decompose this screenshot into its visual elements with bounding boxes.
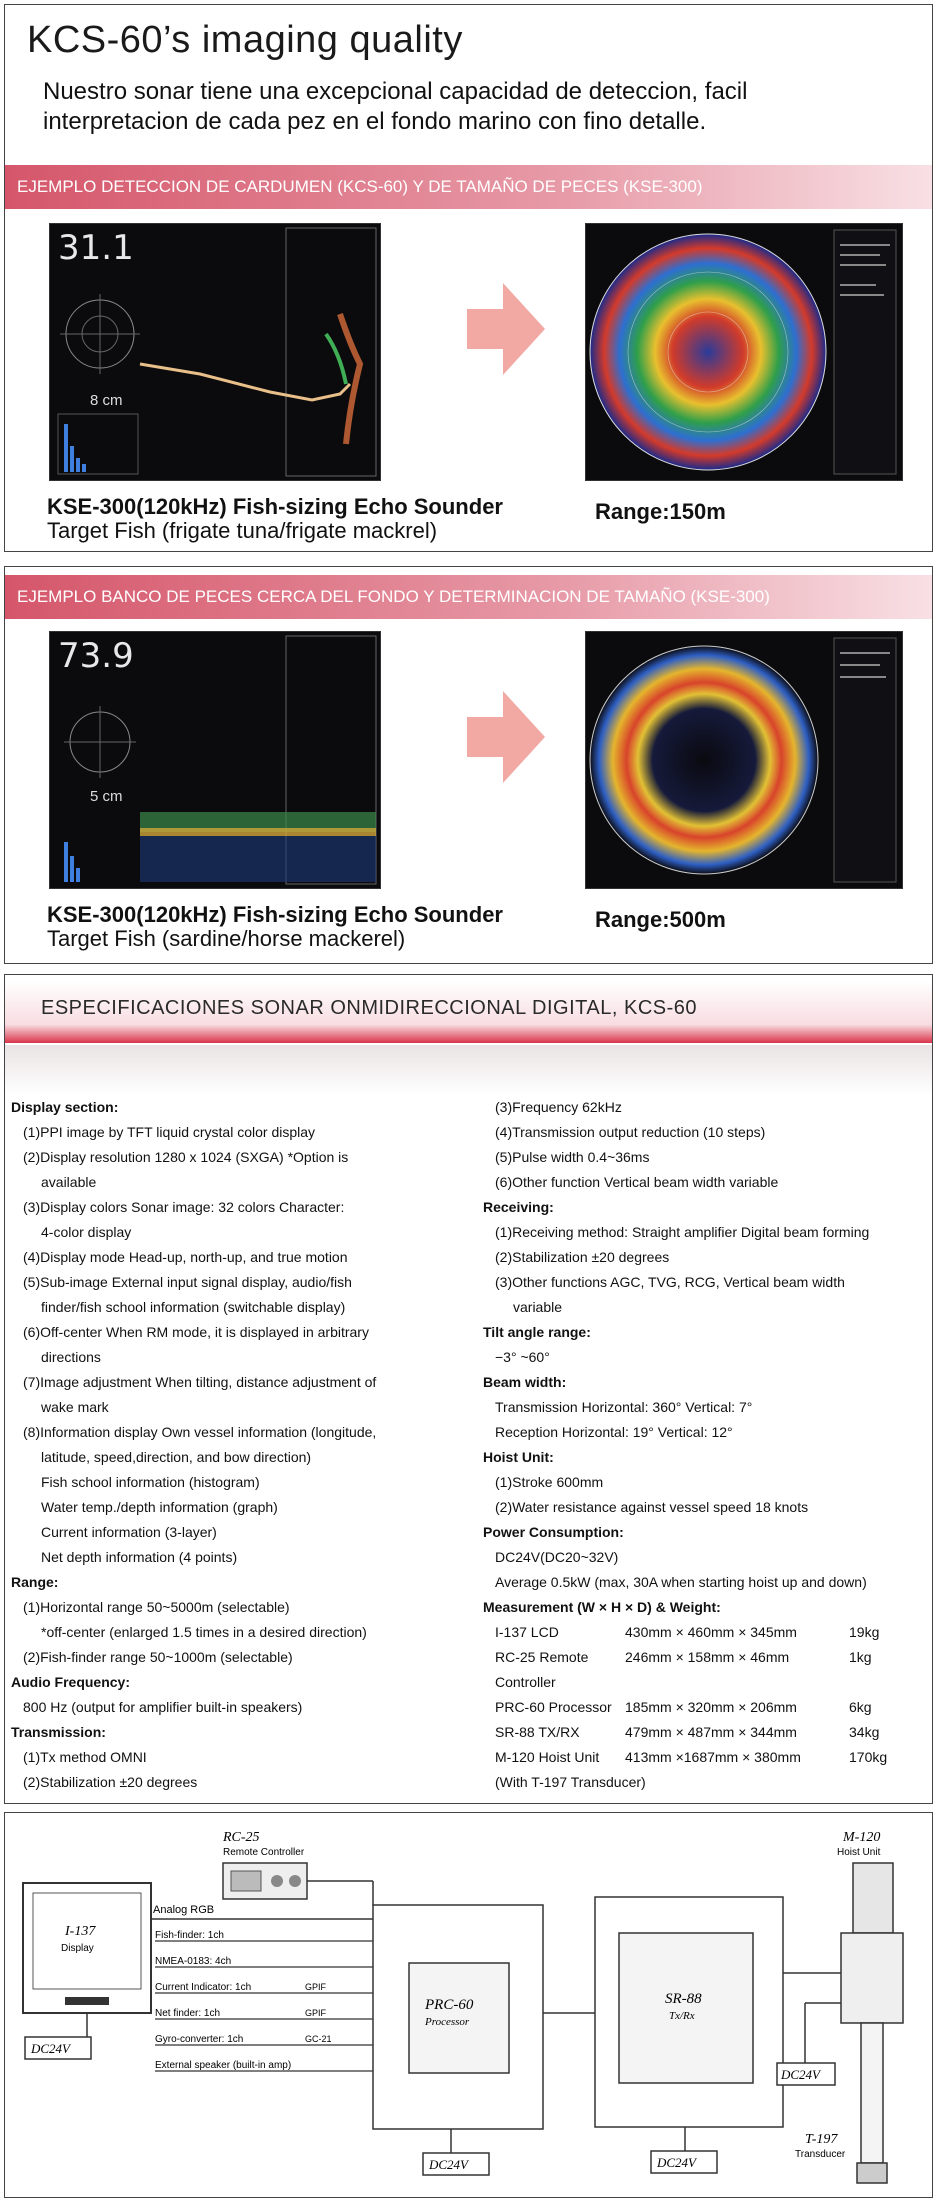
measurement-weight: 1kg [849, 1649, 872, 1665]
left-line-21: *off-center (enlarged 1.5 times in a desired direction) [41, 1624, 367, 1640]
system-diagram-panel [4, 1812, 933, 2198]
left-line-13: (8)Information display Own vessel information (longitude, [23, 1424, 377, 1440]
left-line-24: 800 Hz (output for amplifier built-in speakers) [23, 1699, 303, 1715]
measurement-name: RC-25 Remote Controller [495, 1649, 589, 1690]
measurement-header: Measurement (W × H × D) & Weight: [483, 1599, 721, 1615]
processor-sub: Processor [425, 2016, 470, 2028]
specs-shade [5, 1045, 932, 1095]
left-line-9: (6)Off-center When RM mode, it is displayed in arbitrary [23, 1324, 369, 1340]
power-label-hoist: DC24V [781, 2067, 820, 2082]
display-screen [33, 1893, 141, 1989]
left-line-17: Current information (3-layer) [41, 1524, 217, 1540]
right-line-7: (3)Other functions AGC, TVG, RCG, Vertical beam width [495, 1274, 845, 1290]
input-label: Gyro-converter: 1ch [155, 2034, 244, 2045]
left-line-12: wake mark [41, 1399, 109, 1415]
left-line-3: available [41, 1174, 97, 1190]
sonar-ppi-1 [586, 224, 902, 480]
echo-sounder-screen-2 [49, 631, 381, 889]
left-line-11: (7)Image adjustment When tilting, distance adjustment of [23, 1374, 377, 1390]
measurement-weight: 170kg [849, 1749, 888, 1765]
specs-right-items [483, 1095, 929, 1595]
example1-panel [4, 4, 933, 552]
left-line-7: (5)Sub-image External input signal display, audio/fish [23, 1274, 352, 1290]
caption-2 [47, 903, 503, 951]
power-label-processor: DC24V [429, 2157, 468, 2172]
measurement-row [483, 1695, 929, 1720]
processor-name: PRC-60 [425, 1997, 474, 2013]
left-line-18: Net depth information (4 points) [41, 1549, 238, 1565]
input-tag: GC-21 [305, 2034, 332, 2044]
input-label: Net finder: 1ch [155, 2008, 221, 2019]
right-line-1: (4)Transmission output reduction (10 steps) [495, 1124, 766, 1140]
example2-bar: EJEMPLO BANCO DE PECES CERCA DEL FONDO Y DETERMINACION DE TAMAÑO (KSE-300) [5, 575, 932, 619]
measurement-row [483, 1620, 929, 1645]
sonar-ppi-2 [586, 632, 902, 888]
left-line-1: (1)PPI image by TFT liquid crystal color display [23, 1124, 316, 1140]
intro-line-1: Nuestro sonar tiene una excepcional capacidad de deteccion, facil [43, 78, 748, 105]
arrow-right-icon [503, 691, 545, 783]
measurement-dims: 479mm × 487mm × 344mm [625, 1724, 797, 1740]
fish-size-readout: 8 cm [90, 392, 123, 409]
echo-graphics-2 [50, 632, 380, 888]
echo-graphics-1 [50, 224, 380, 480]
right-line-14: Hoist Unit: [483, 1449, 554, 1465]
measurement-weight: 19kg [849, 1624, 880, 1640]
right-line-9: Tilt angle range: [483, 1324, 591, 1340]
display-sub: Display [61, 1943, 94, 1954]
specs-left-column [11, 1095, 481, 1795]
input-tag: GPIF [305, 2008, 327, 2018]
right-line-6: (2)Stabilization ±20 degrees [495, 1249, 670, 1265]
transducer-unit [857, 2163, 887, 2183]
input-label: Current Indicator: 1ch [155, 1982, 252, 1993]
measurement-dims: 413mm ×1687mm × 380mm [625, 1749, 801, 1765]
left-line-19: Range: [11, 1574, 59, 1590]
right-line-19: Average 0.5kW (max, 30A when starting hoist up and down) [495, 1574, 867, 1590]
right-line-3: (6)Other function Vertical beam width variable [495, 1174, 779, 1190]
txrx-name: SR-88 [665, 1991, 702, 2007]
intro-line-2: interpretacion de cada pez en el fondo marino con fino detalle. [43, 108, 707, 135]
measurement-row [483, 1645, 929, 1695]
left-line-2: (2)Display resolution 1280 x 1024 (SXGA) *Option is [23, 1149, 349, 1165]
sonar-screen-2 [585, 631, 903, 889]
right-line-2: (5)Pulse width 0.4~36ms [495, 1149, 650, 1165]
hoist-name: M-120 [843, 1830, 881, 1845]
measurement-weight: 34kg [849, 1724, 880, 1740]
specs-title: ESPECIFICACIONES SONAR ONMIDIRECCIONAL DIGITAL, KCS-60 [41, 997, 698, 1019]
left-line-22: (2)Fish-finder range 50~1000m (selectable) [23, 1649, 293, 1665]
specs-right-column [483, 1095, 929, 1795]
caption-2-line-2: Target Fish (sardine/horse mackerel) [47, 926, 406, 951]
right-line-16: (2)Water resistance against vessel speed 18 knots [495, 1499, 809, 1515]
sonar-screen-1 [585, 223, 903, 481]
right-line-0: (3)Frequency 62kHz [495, 1099, 622, 1115]
measurement-weight: 6kg [849, 1699, 872, 1715]
left-line-0: Display section: [11, 1099, 119, 1115]
left-line-26: (1)Tx method OMNI [23, 1749, 147, 1765]
left-line-16: Water temp./depth information (graph) [41, 1499, 278, 1515]
transducer-sub: Transducer [795, 2149, 846, 2160]
right-line-4: Receiving: [483, 1199, 554, 1215]
measurement-dims: 430mm × 460mm × 345mm [625, 1624, 797, 1640]
measurement-note: (With T-197 Transducer) [495, 1774, 646, 1790]
right-line-8: variable [513, 1299, 563, 1315]
measurement-dims: 185mm × 320mm × 206mm [625, 1699, 797, 1715]
intro-text [43, 77, 903, 137]
arrow-shaft-2 [467, 717, 505, 757]
left-line-23: Audio Frequency: [11, 1674, 131, 1690]
measurement-name: M-120 Hoist Unit [495, 1749, 600, 1765]
right-line-18: DC24V(DC20~32V) [495, 1549, 619, 1565]
right-line-13: Reception Horizontal: 19° Vertical: 12° [495, 1424, 733, 1440]
depth-readout: 73.9 [58, 636, 134, 676]
measurement-name: SR-88 TX/RX [495, 1724, 580, 1740]
arrow-right-icon [503, 283, 545, 375]
left-line-27: (2)Stabilization ±20 degrees [23, 1774, 198, 1790]
transducer-name: T-197 [805, 2132, 838, 2147]
left-line-4: (3)Display colors Sonar image: 32 colors Character: [23, 1199, 345, 1215]
right-line-17: Power Consumption: [483, 1524, 624, 1540]
right-line-5: (1)Receiving method: Straight amplifier Digital beam forming [495, 1224, 870, 1240]
right-line-11: Beam width: [483, 1374, 567, 1390]
page-title: KCS-60’s imaging quality [27, 19, 463, 61]
right-line-12: Transmission Horizontal: 360° Vertical: 7° [495, 1399, 753, 1415]
left-line-14: latitude, speed,direction, and bow direction) [41, 1449, 312, 1465]
hoist-shaft [861, 2023, 883, 2163]
remote-name: RC-25 [223, 1830, 260, 1845]
left-line-25: Transmission: [11, 1724, 106, 1740]
right-line-10: −3° ~60° [495, 1349, 550, 1365]
example2-panel [4, 566, 933, 964]
range-label-2: Range:500m [595, 907, 726, 932]
echo-sounder-screen-1 [49, 223, 381, 481]
display-base [65, 1997, 109, 2005]
remote-sub: Remote Controller [223, 1847, 305, 1858]
range-label-1: Range:150m [595, 499, 726, 524]
caption-1 [47, 495, 503, 543]
measurement-name: I-137 LCD [495, 1624, 559, 1640]
left-line-20: (1)Horizontal range 50~5000m (selectable) [23, 1599, 290, 1615]
caption-1-line-2: Target Fish (frigate tuna/frigate mackrel) [47, 518, 438, 543]
depth-readout: 31.1 [58, 228, 134, 268]
analog-rgb-label: Analog RGB [153, 1904, 215, 1916]
arrow-shaft-1 [467, 309, 505, 349]
input-label: Fish-finder: 1ch [155, 1930, 224, 1941]
measurement-dims: 246mm × 158mm × 46mm [625, 1649, 790, 1665]
left-line-15: Fish school information (histogram) [41, 1474, 260, 1490]
example1-bar: EJEMPLO DETECCION DE CARDUMEN (KCS-60) Y DE TAMAÑO DE PECES (KSE-300) [5, 165, 932, 209]
left-line-10: directions [41, 1349, 101, 1365]
input-label: NMEA-0183: 4ch [155, 1956, 232, 1967]
measurement-row [483, 1720, 929, 1745]
txrx-unit [619, 1933, 753, 2083]
measurement-name: PRC-60 Processor [495, 1699, 612, 1715]
display-name: I-137 [65, 1924, 96, 1939]
system-diagram [5, 1813, 934, 2199]
power-label-display: DC24V [31, 2041, 70, 2056]
measurement-row [483, 1745, 929, 1770]
input-tag: GPIF [305, 1982, 327, 1992]
input-label: External speaker (built-in amp) [155, 2060, 292, 2071]
left-line-6: (4)Display mode Head-up, north-up, and true motion [23, 1249, 348, 1265]
txrx-sub: Tx/Rx [669, 2010, 695, 2022]
caption-1-line-1: KSE-300(120kHz) Fish-sizing Echo Sounder [47, 494, 503, 519]
power-label-txrx: DC24V [657, 2155, 696, 2170]
hoist-sub: Hoist Unit [837, 1847, 881, 1858]
hoist-body [841, 1933, 903, 2023]
left-line-5: 4-color display [41, 1224, 132, 1240]
hoist-motor [853, 1863, 893, 1933]
left-line-8: finder/fish school information (switchable display) [41, 1299, 346, 1315]
diagram-inputs [155, 1930, 373, 2071]
caption-2-line-1: KSE-300(120kHz) Fish-sizing Echo Sounder [47, 902, 503, 927]
measurement-table [483, 1620, 929, 1770]
right-line-15: (1)Stroke 600mm [495, 1474, 604, 1490]
specs-panel [4, 974, 933, 1804]
fish-size-readout: 5 cm [90, 788, 123, 805]
